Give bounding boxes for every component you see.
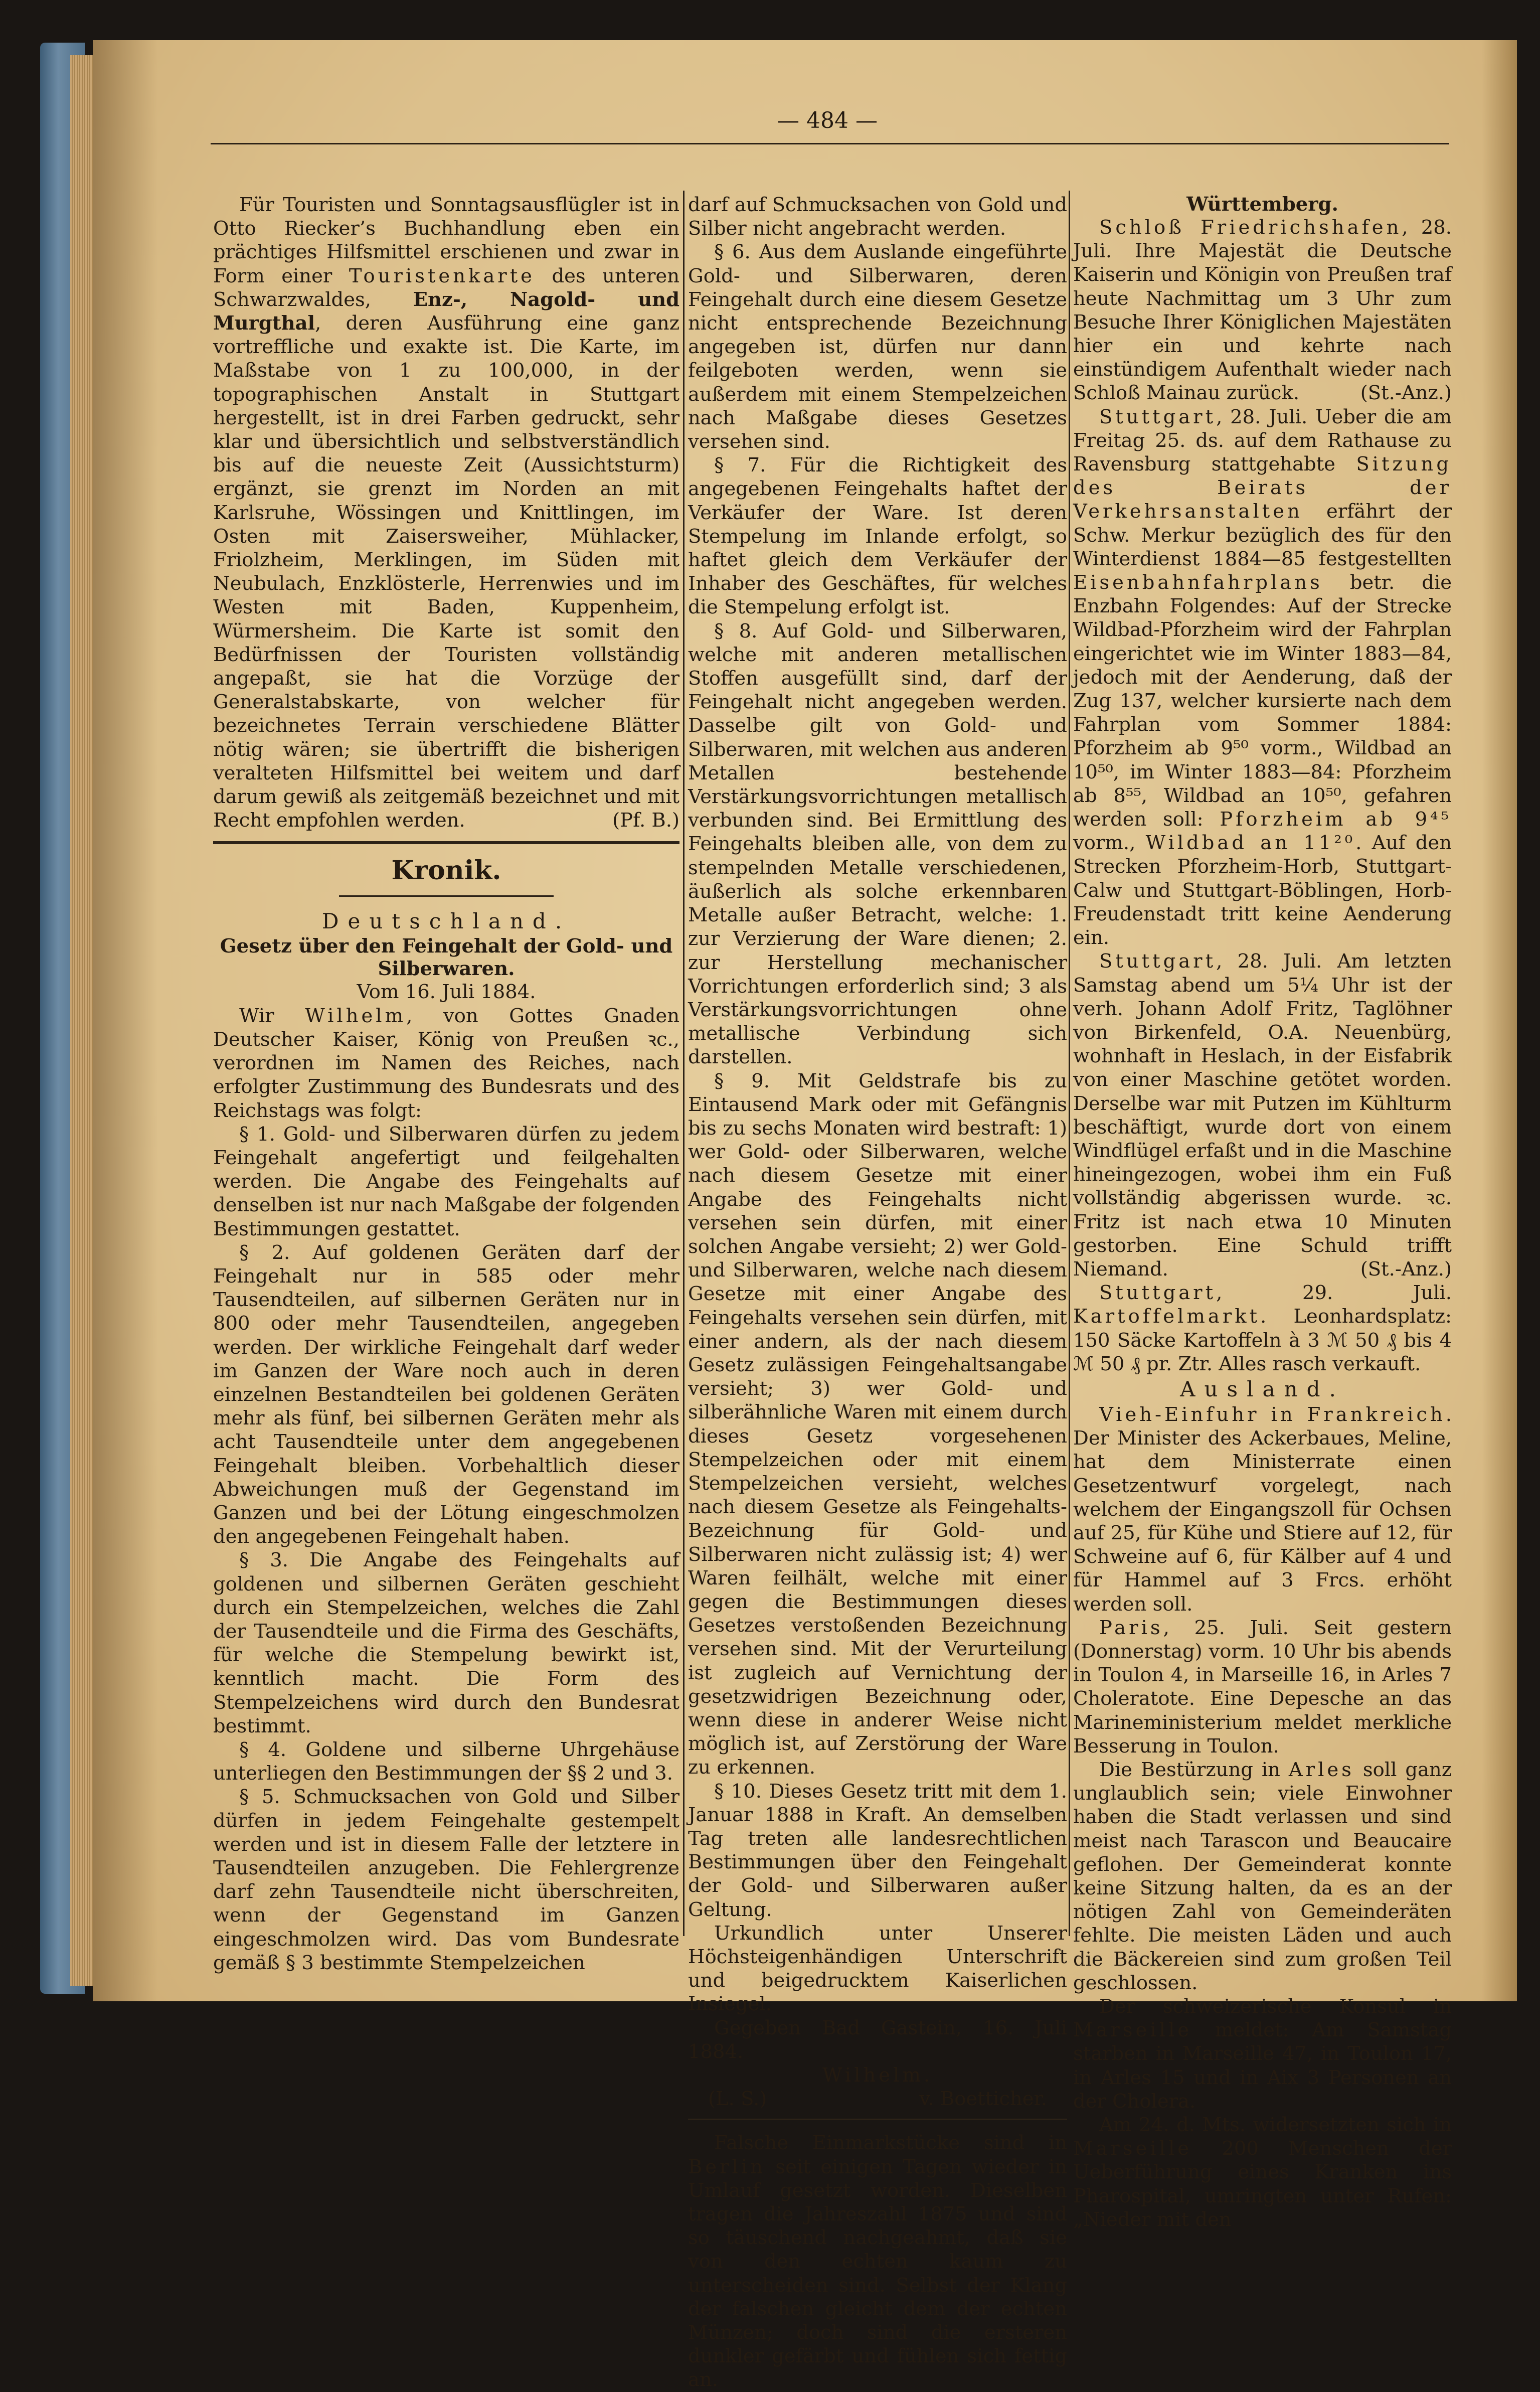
law-section-6: § 6. Aus dem Auslande eingeführte Gold- und Silberwaren, deren Feingehalt durch eine diesem Gesetze nicht entsprechende Bezeichnung angegeben ist, dürfen nur dann feilgeboten werden, wenn sie außerdem mit einem Stempelzeichen nach Maßgabe dieses Gesetzes versehen sind. [688, 241, 1067, 453]
law-preamble: Wir Wilhelm, von Gottes Gnaden Deutscher Kaiser, König von Preußen ꝛc., verordnen im Namen des Reiches, nach erfolgter Zustimmung des Bundesrats und des Reichstags was folgt: [213, 1004, 679, 1122]
page-edge-shadow [1482, 40, 1517, 2001]
law-section-10: § 10. Dieses Gesetz tritt mit dem 1. Januar 1888 in Kraft. An demselben Tag treten alle landesrechtlichen Bestimmungen über den Feingehalt der Gold- und Silberwaren außer Geltung. [688, 1780, 1067, 1921]
column-rule-2 [1069, 191, 1070, 1936]
header-rule [211, 143, 1449, 144]
law-seal-line [688, 2087, 1067, 2111]
ausland-heading: Ausland. [1180, 1376, 1345, 1401]
law-closing: Urkundlich unter Unserer Höchsteigenhändigen Unterschrift und beigedrucktem Kaiserlichen Insiegel. [688, 1922, 1067, 2016]
falsche-einmarkstuecke-article: Falsche Einmarkstücke sind in Berlin seit einigen Tagen wieder in Umlauf gesetzt worden. Dieselben tragen die Jahreszahl 1875 und sind so täuschend nachgeahmt, daß sie von den echten kaum zu unterscheiden sind. Selbst der Klang der falschen gleicht dem der echten Münzen; doch sind die ersteren dunkler gefärbt und fühlen sich fettig an. [688, 2132, 1067, 2391]
section-rule [213, 841, 679, 844]
column-rule-1 [683, 191, 685, 1936]
countersignature: v. Boetticher. [919, 2088, 1047, 2111]
law-section-1: § 1. Gold- und Silberwaren dürfen zu jedem Feingehalt angefertigt und feilgehalten werden. Die Angabe des Feingehalts auf denselben ist nur nach Maßgabe der folgenden Bestimmungen gestattet. [213, 1123, 679, 1240]
kronik-heading: Kronik. [391, 855, 501, 886]
marseille-unrest-article: Am 24. d. Mts. widersetzten sich in Marseille 200 Menschen der Ueberführung eines Kranken ins Pharospital, umringten unter Rufen: „Nieder mit den [1073, 2114, 1452, 2231]
page-number: — 484 — [777, 108, 878, 133]
law-section-5: § 5. Schmucksachen von Gold und Silber dürfen in jedem Feingehalte gestempelt werden und ist in diesem Falle der letztere in Tausendteilen anzugeben. Die Fehlergrenze darf zehn Tausendteile nicht überschreiten, wenn der Gegenstand im Ganzen eingeschmolzen wird. Das vom Bundesrate gemäß § 3 bestimmte Stempelzeichen [213, 1786, 679, 1974]
column-3 [1073, 193, 1452, 2231]
kartoffelmarkt-article: Stuttgart, 29. Juli. Kartoffelmarkt. Leonhardsplatz: 150 Säcke Kartoffeln à 3 ℳ 50 ₰ bis 4 ℳ 50 ₰ pr. Ztr. Alles rasch verkauft. [1073, 1282, 1452, 1375]
article-rule [688, 2119, 1067, 2120]
vieh-einfuhr-article: Vieh-Einfuhr in Frankreich. Der Minister des Ackerbaues, Meline, hat dem Ministerrate einen Gesetzentwurf vorgelegt, nach welchem der Eingangszoll für Ochsen auf 25, für Kühe und Stiere auf 12, für Schweine auf 6, für Kälber auf 4 und für Hammel auf 3 Frcs. erhöht werden soll. [1073, 1403, 1452, 1616]
law-signer: Wilhelm. [822, 2064, 933, 2087]
stuttgart-unfall-article: Stuttgart, 28. Juli. Am letzten Samstag abend um 5¼ Uhr ist der verh. Johann Adolf Fritz, Taglöhner von Birkenfeld, O.A. Neuenbürg, wohnhaft in Heslach, in der Eisfabrik von einer Maschine getötet worden. Derselbe war mit Putzen im Kühlturm beschäftigt, wurde dort von einem Windflügel erfaßt und in die Maschine hineingezogen, wobei ihm ein Fuß vollständig abgerissen wurde. ꝛc. Fritz ist nach etwa 10 Minuten gestorben. Eine Schuld trifft Niemand. (St.-Anz.) [1073, 950, 1452, 1281]
column-1 [213, 193, 679, 1975]
deutschland-heading: Deutschland. [321, 909, 571, 934]
konsul-article: Der schweizerische Konsul in Marseille meldet: Am Samstag starben in Marseille 47, in Toulon 17, in Arles 15 und in Aix 3 Personen an der Cholera. [1073, 1995, 1452, 2113]
law-section-2: § 2. Auf goldenen Geräten darf der Feingehalt nur in 585 oder mehr Tausendteilen, auf silbernen Geräten nur in 800 oder mehr Tausendteilen, angegeben werden. Der wirkliche Feingehalt darf weder im Ganzen der Ware noch auch in deren einzelnen Bestandteilen bei goldenen Geräten mehr als fünf, bei silbernen Geräten mehr als acht Tausendteile unter dem angegebenen Feingehalt bleiben. Vorbehaltlich dieser Abweichungen muß der Gegenstand im Ganzen und bei der Lötung eingeschmolzen den angegebenen Feingehalt haben. [213, 1241, 679, 1548]
arles-article: Die Bestürzung in Arles soll ganz unglaublich sein; viele Einwohner haben die Stadt verlassen und sind meist nach Tarascon und Beaucaire geflohen. Der Gemeinderat konnte keine Sitzung halten, da es an der nötigen Zahl von Gemeinderäten fehlte. Die meisten Läden und auch die Bäckereien sind zum großen Teil geschlossen. [1073, 1759, 1452, 1994]
law-date: Vom 16. Juli 1884. [357, 981, 536, 1004]
law-section-5-continued: darf auf Schmucksachen von Gold und Silber nicht angebracht werden. [688, 194, 1067, 240]
law-section-9: § 9. Mit Geldstrafe bis zu Eintausend Mark oder mit Gefängnis bis zu sechs Monaten wird bestraft: 1) wer Gold- oder Silberwaren, welche nach diesem Gesetze mit einer Angabe des Feingehalts nicht versehen sein dürfen, mit einer solchen Angabe versieht; 2) wer Gold- und Silberwaren, welche nach diesem Gesetze mit einer Angabe des Feingehalts versehen sein dürfen, mit einer andern, als der nach diesem Gesetz zulässigen Feingehaltsangabe versieht; 3) wer Gold- und silberähnliche Waren mit einem durch dieses Gesetz vorgesehenen Stempelzeichen oder mit einem Stempelzeichen versieht, welches nach diesem Gesetze als Feingehalts-Bezeichnung für Gold- und Silberwaren nicht zulässig ist; 4) wer Waren feilhält, welche mit einer gegen die Bestimmungen dieses Gesetzes verstoßenden Bezeichnung versehen sind. Mit der Verurteilung ist zugleich auf Vernichtung der gesetzwidrigen Bezeichnung oder, wenn diese in anderer Weise nicht möglich ist, auf Zerstörung der Ware zu erkennen. [688, 1069, 1067, 1779]
wuerttemberg-heading: Württemberg. [1186, 193, 1338, 216]
gutter-shadow [93, 40, 158, 2001]
friedrichshafen-article: Schloß Friedrichshafen, 28. Juli. Ihre Majestät die Deutsche Kaiserin und Königin von Preußen traf heute Nachmittag um 3 Uhr zum Besuche Ihrer Königlichen Majestäten hier ein und kehrte nach einstündigem Aufenthalt wieder nach Schloß Mainau zurück. (St.-Anz.) [1073, 216, 1452, 405]
column-2 [688, 193, 1067, 2392]
stuttgart-fahrplan-article: Stuttgart, 28. Juli. Ueber die am Freitag 25. ds. auf dem Rathause zu Ravensburg stattgehabte Sitzung des Beirats der Verkehrsanstalten erfährt der Schw. Merkur bezüglich des für den Winterdienst 1884—85 festgestellten Eisenbahnfahrplans betr. die Enzbahn Folgendes: Auf der Strecke Wildbad-Pforzheim wird der Fahrplan eingerichtet wie im Winter 1883—84, jedoch mit der Aenderung, daß der Zug 137, welcher kursierte nach dem Fahrplan vom Sommer 1884: Pforzheim ab 9⁵⁰ vorm., Wildbad an 10⁵⁰, im Winter 1883—84: Pforzheim ab 8⁵⁵, Wildbad an 10⁵⁰, gefahren werden soll: Pforzheim ab 9⁴⁵ vorm., Wildbad an 11²⁰. Auf den Strecken Pforzheim-Horb, Stuttgart-Calw und Stuttgart-Böblingen, Horb-Freudenstadt tritt keine Aenderung ein. [1073, 405, 1452, 949]
law-section-3: § 3. Die Angabe des Feingehalts auf goldenen und silbernen Geräten geschieht durch ein Stempelzeichen, welches die Zahl der Tausendteile und die Firma des Geschäfts, für welche die Stempelung bewirkt ist, kenntlich macht. Die Form des Stempelzeichens wird durch den Bundesrat bestimmt. [213, 1549, 679, 1737]
paris-article: Paris, 25. Juli. Seit gestern (Donnerstag) vorm. 10 Uhr bis abends in Toulon 4, in Marseille 16, in Arles 7 Choleratote. Eine Depesche an das Marineministerium meldet merkliche Besserung in Toulon. [1073, 1616, 1452, 1758]
law-title: Gesetz über den Feingehalt der Gold- und Silberwaren. [220, 935, 673, 981]
law-given-at: Gegeben Bad Gastein, 16. Juli 1884. [688, 2016, 1067, 2063]
law-section-4: § 4. Goldene und silberne Uhrgehäuse unterliegen den Bestimmungen der §§ 2 und 3. [213, 1738, 679, 1785]
law-section-7: § 7. Für die Richtigkeit des angegebenen Feingehalts haftet der Verkäufer der Ware. Ist deren Stempelung im Inlande erfolgt, so haftet gleich dem Verkäufer der Inhaber des Geschäftes, für welches die Stempelung erfolgt ist. [688, 454, 1067, 619]
touristenkarte-article: Für Touristen und Sonntagsausflügler ist in Otto Riecker’s Buchhandlung eben ein prächtiges Hilfsmittel erschienen und zwar in Form einer Touristenkarte des unteren Schwarzwaldes, Enz-, Nagold- und Murgthal, deren Ausführung eine ganz vortreffliche und exakte ist. Die Karte, im Maßstabe von 1 zu 100,000, in der topographischen Anstalt in Stuttgart hergestellt, ist in drei Farben gedruckt, sehr klar und übersichtlich und selbstverständlich bis auf die neueste Zeit (Aussichtsturm) ergänzt, sie grenzt im Norden an mit Karlsruhe, Wössingen und Knittlingen, im Osten mit Zaisersweiher, Mühlacker, Friolzheim, Merklingen, im Süden mit Neubulach, Enzklösterle, Herrenwies und im Westen mit Baden, Kuppenheim, Würmersheim. Die Karte ist somit den Bedürfnissen der Touristen vollständig angepaßt, sie hat die Vorzüge der Generalstabskarte, von welcher für bezeichnetes Terrain verschiedene Blätter nötig wären; sie übertrifft die bisherigen veralteten Hilfsmittel bei weitem und darf darum gewiß als zeitgemäß bezeichnet und mit Recht empfohlen werden. (Pf. B.) [213, 194, 679, 832]
seal-mark: (L. S.) [708, 2088, 767, 2111]
kronik-rule [339, 895, 554, 897]
law-section-8: § 8. Auf Gold- und Silberwaren, welche mit anderen metallischen Stoffen ausgefüllt sind, darf der Feingehalt nicht angegeben werden. Dasselbe gilt von Gold- und Silberwaren, mit welchen aus anderen Metallen bestehende Verstärkungsvorrichtungen metallisch verbunden sind. Bei Ermittlung des Feingehalts bleiben alle, von dem zu stempelnden Metalle verschiedenen, äußerlich als solche erkennbaren Metalle außer Betracht, welche: 1. zur Verzierung der Ware dienen; 2. zur Herstellung mechanischer Vorrichtungen erforderlich sind; 3 als Verstärkungsvorrichtungen ohne metallische Verbindung sich darstellen. [688, 619, 1067, 1069]
